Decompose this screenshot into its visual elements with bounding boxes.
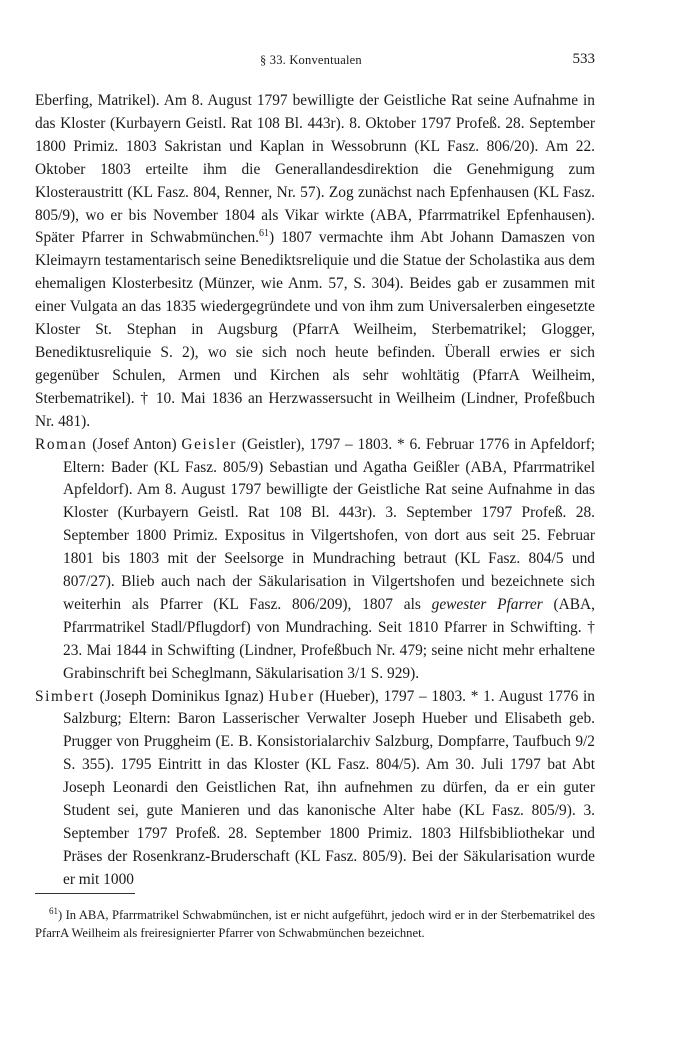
page-number: 533 <box>572 51 595 67</box>
entry-surname: Huber <box>268 687 315 705</box>
entry-religious-name: Simbert <box>35 687 95 705</box>
entry-text: (Geistler), 1797 – 1803. * 6. Februar 1776 in Apfeldorf; Eltern: Bader (KL Fasz. 805/9) Sebastian und Agatha Geißler (ABA, Pfarrmatrikel Apfeldorf). Am 8. August 1797 bewilligte der Geistliche Rat seine Aufnahme in das Kloster (Kurbayern Geistl. Rat 108 Bl. 443r). 3. September 1797 Profeß. 28. September 1800 Primiz. Expositus in Vilgertshofen, von dort aus seit 25. Februar 1801 bis 1803 mit der Seelsorge in Mundraching betraut (KL Fasz. 804/5 und 807/27). Blieb auch nach der Säkularisation in Vilgertshofen und bezeichnete sich weiterhin als Pfarrer (KL Fasz. 806/209), 1807 als <box>63 435 595 613</box>
footnote-text: ) In ABA, Pfarrmatrikel Schwabmünchen, ist er nicht aufgeführt, jedoch wird er in der Sterbematrikel des PfarrA Weilheim als freiresignierter Pfarrer von Schwabmünchen bezeichnet. <box>35 908 595 940</box>
footnote-mark: 61 <box>49 905 58 916</box>
footnote <box>35 906 595 942</box>
entry-roman-geisler <box>35 434 595 686</box>
paragraph-continuation <box>35 90 595 434</box>
entry-surname: Geisler <box>181 435 238 453</box>
entry-text: (ABA, Pfarrmatrikel Stadl/Pflugdorf) von Mundraching. Seit 1810 Pfarrer in Schwifting. † 23. Mai 1844 in Schwifting (Lindner, Profeßbuch Nr. 479; seine nicht mehr erhaltene Grabinschrift bei Scheglmann, Säkularisation 3/1 S. 929). <box>63 595 595 682</box>
entry-religious-name: Roman <box>35 435 88 453</box>
entry-baptismal-name: (Joseph Dominikus Ignaz) <box>94 687 269 705</box>
entry-italic-quote: gewester Pfarrer <box>431 595 543 613</box>
running-head: § 33. Konventualen <box>260 53 362 67</box>
entry-text: (Hueber), 1797 – 1803. * 1. August 1776 in Salzburg; Eltern: Baron Lasserischer Verwalter Joseph Hueber und Elisabeth geb. Prugger von Pruggheim (E. B. Konsistorialarchiv Salzburg, Dompfarre, Taufbuch 9/2 S. 355). 1795 Eintritt in das Kloster (KL Fasz. 804/5). Am 30. Juli 1797 bat Abt Joseph Leonardi den Geistlichen Rat, ihn aufnehmen zu dürfen, da er ein guter Student sei, gute Manieren und das kanonische Alter habe (KL Fasz. 805/9). 3. September 1797 Profeß. 28. September 1800 Primiz. 1803 Hilfsbibliothekar und Präses der Rosenkranz-Bruderschaft (KL Fasz. 805/9). Bei der Säkularisation wurde er mit 1000 <box>63 687 596 888</box>
entry-baptismal-name: (Josef Anton) <box>87 435 182 453</box>
paragraph-text: ) 1807 vermachte ihm Abt Johann Damaszen von Kleimayrn testamentarisch seine Benediktsreliquie und die Statue der Scholastika aus dem ehemaligen Klosterbesitz (Münzer, wie Anm. 57, S. 304). Beides gab er zusammen mit einer Vulgata an das 1835 wiedergegründete und von ihm zum Universalerben eingesetzte Kloster St. Stephan in Augsburg (PfarrA Weilheim, Sterbematrikel; Glogger, Benediktusreliquie S. 2), wo sie sich noch heute befinden. Überall erwies er sich gegenüber Schulen, Armen und Kirchen als sehr wohltätig (PfarrA Weilheim, Sterbematrikel). † 10. Mai 1836 an Herzwassersucht in Weilheim (Lindner, Profeßbuch Nr. 481). <box>35 229 595 430</box>
entry-simbert-huber <box>35 686 595 892</box>
footnote-reference: 61 <box>259 228 270 240</box>
footnote-divider <box>35 893 135 894</box>
paragraph-text: Eberfing, Matrikel). Am 8. August 1797 bewilligte der Geistliche Rat seine Aufnahme in das Kloster (Kurbayern Geistl. Rat 108 Bl. 443r). 8. Oktober 1797 Profeß. 28. September 1800 Primiz. 1803 Sakristan und Kaplan in Wessobrunn (KL Fasz. 806/20). Am 22. Oktober 1803 erteilte ihm die Generallandesdirektion die Genehmigung zum Klosteraustritt (KL Fasz. 804, Renner, Nr. 57). Zog zunächst nach Epfenhausen (KL Fasz. 805/9), wo er bis November 1804 als Vikar wirkte (ABA, Pfarrmatrikel Epfenhausen). Später Pfarrer in Schwabmünchen. <box>35 92 595 247</box>
main-text <box>35 90 595 892</box>
